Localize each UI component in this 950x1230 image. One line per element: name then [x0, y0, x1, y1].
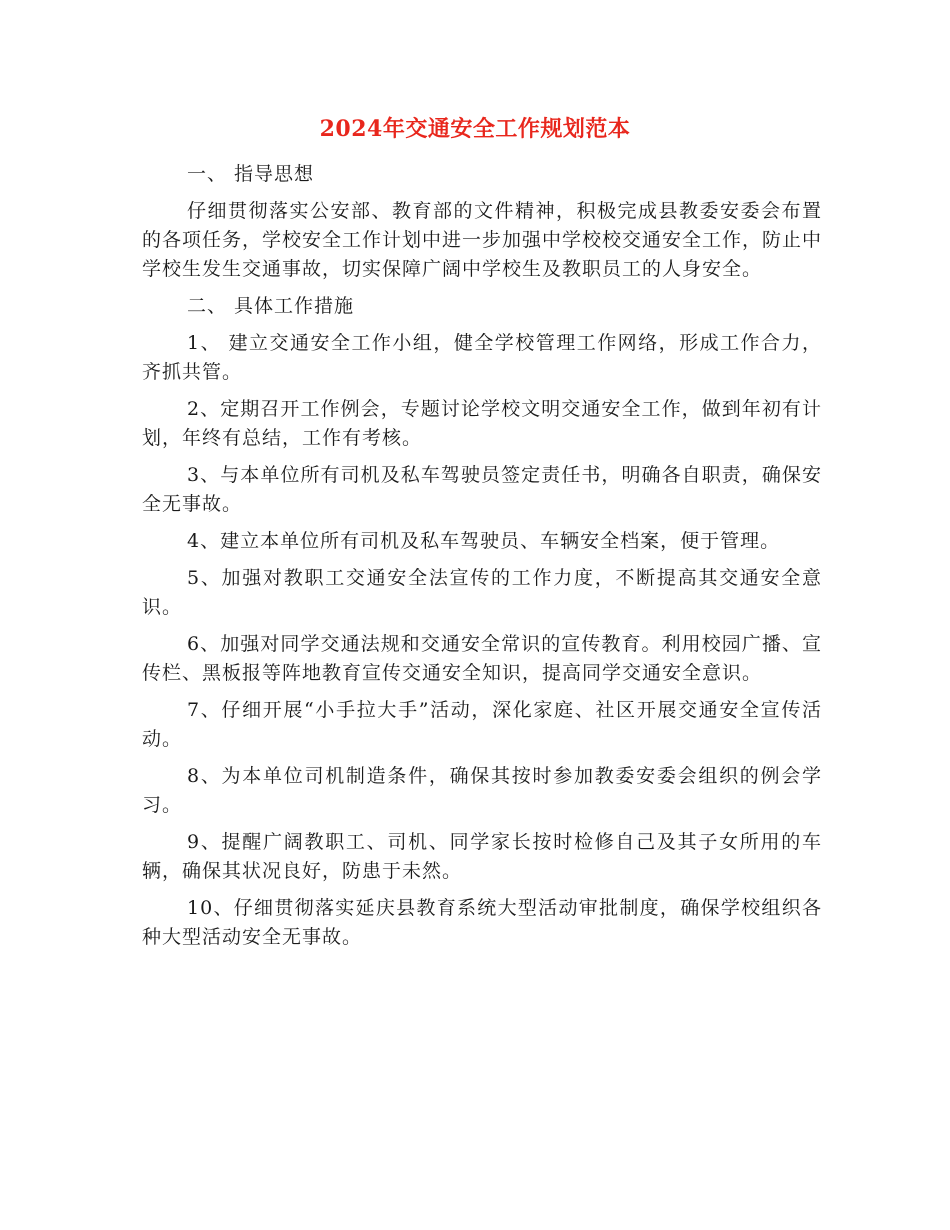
measure-item-6: 6、加强对同学交通法规和交通安全常识的宣传教育。利用校园广播、宣传栏、黑板报等阵地教育宣传交通安全知识，提高同学交通安全意识。 — [142, 633, 822, 684]
section-heading-guiding-ideology: 一、 指导思想 — [187, 163, 315, 185]
measure-item-1: 1、 建立交通安全工作小组，健全学校管理工作网络，形成工作合力，齐抓共管。 — [142, 332, 822, 383]
section-heading-measures: 二、 具体工作措施 — [187, 295, 355, 317]
measure-item-2: 2、定期召开工作例会，专题讨论学校文明交通安全工作，做到年初有计划，年终有总结，工作有考核。 — [142, 398, 822, 449]
measure-item-8: 8、为本单位司机制造条件，确保其按时参加教委安委会组织的例会学习。 — [142, 765, 822, 816]
measure-item-7: 7、仔细开展“小手拉大手”活动，深化家庭、社区开展交通安全宣传活动。 — [142, 699, 822, 750]
measure-item-3: 3、与本单位所有司机及私车驾驶员签定责任书，明确各自职责，确保安全无事故。 — [142, 464, 822, 515]
document-title: 2024年交通安全工作规划范本 — [319, 116, 631, 142]
measure-item-5: 5、加强对教职工交通安全法宣传的工作力度，不断提高其交通安全意识。 — [142, 567, 822, 618]
measure-item-10: 10、仔细贯彻落实延庆县教育系统大型活动审批制度，确保学校组织各种大型活动安全无事故。 — [142, 897, 822, 948]
measure-item-9: 9、提醒广阔教职工、司机、同学家长按时检修自己及其子女所用的车辆，确保其状况良好，防患于未然。 — [142, 831, 822, 882]
measure-item-4: 4、建立本单位所有司机及私车驾驶员、车辆安全档案，便于管理。 — [187, 530, 781, 552]
document-body — [142, 160, 822, 960]
paragraph-guiding-ideology: 仔细贯彻落实公安部、教育部的文件精神，积极完成县教委安委会布置的各项任务，学校安全工作计划中进一步加强中学校校交通安全工作，防止中学校生发生交通事故，切实保障广阔中学校生及教职员工的人身安全。 — [142, 200, 823, 280]
